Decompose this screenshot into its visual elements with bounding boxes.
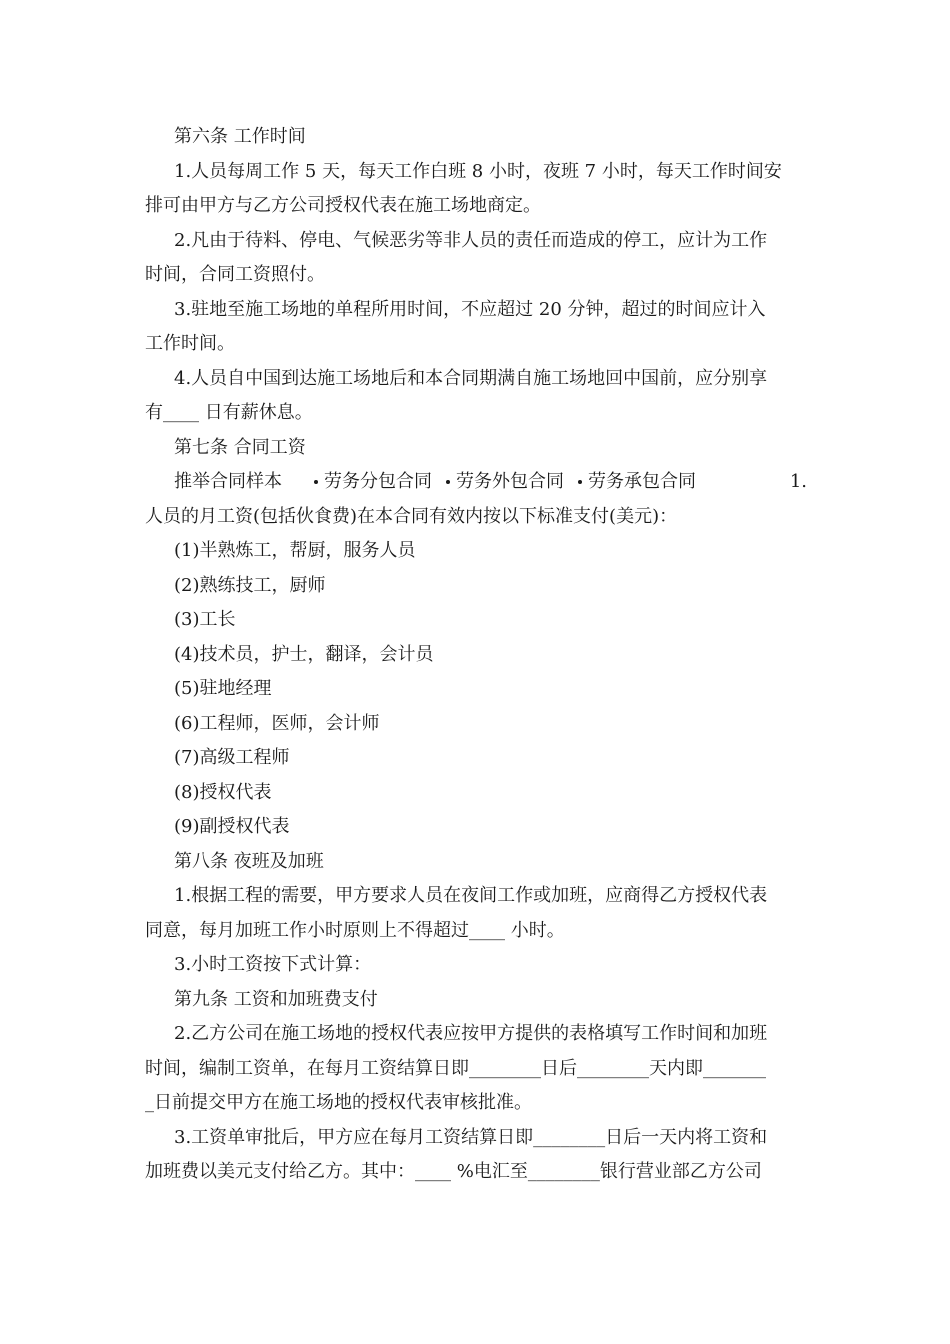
item-number: 1.: [789, 471, 807, 492]
paragraph-line: (1)半熟炼工，帮厨，服务人员: [174, 540, 416, 561]
paragraph-line: 3.小时工资按下式计算：: [174, 954, 372, 975]
paragraph-line: 2.乙方公司在施工场地的授权代表应按甲方提供的表格填写工作时间和加班: [174, 1023, 768, 1044]
paragraph-line: (6)工程师，医师，会计师: [174, 712, 380, 734]
paragraph-line: (5)驻地经理: [174, 678, 272, 699]
paragraph-line: (7)高级工程师: [174, 747, 290, 768]
paragraph-line: (3)工长: [174, 609, 236, 630]
contract-link-labor-outsourcing[interactable]: 劳务外包合同: [446, 465, 564, 500]
paragraph-line: 3.工资单审批后，甲方应在每月工资结算日即________日后一天内将工资和: [174, 1126, 768, 1148]
paragraph-line: 4.人员自中国到达施工场地后和本合同期满自施工场地回中国前，应分别享: [174, 367, 768, 389]
paragraph-line: (9)副授权代表: [174, 816, 290, 837]
bullet-icon: [314, 480, 318, 484]
paragraph-line: 3.驻地至施工场地的单程所用时间，不应超过 20 分钟，超过的时间应计入: [174, 298, 766, 320]
bullet-icon: [446, 480, 450, 484]
paragraph-line: (8)授权代表: [174, 781, 272, 803]
paragraph-line: 加班费以美元支付给乙方。其中：____ %电汇至________银行营业部乙方公司: [145, 1161, 762, 1182]
recommended-contracts-bar: [145, 465, 807, 500]
recommended-label: 推举合同样本: [174, 471, 282, 492]
paragraph-line: 时间，合同工资照付。: [145, 264, 325, 285]
contract-text-block-1: [145, 120, 807, 465]
contract-link-labor-contracting[interactable]: 劳务承包合同: [578, 465, 696, 500]
paragraph-line: 1.根据工程的需要，甲方要求人员在夜间工作或加班，应商得乙方授权代表: [174, 885, 768, 906]
paragraph-line: 工作时间。: [145, 333, 235, 354]
document-page: [145, 120, 807, 1190]
paragraph-line: 第九条 工资和加班费支付: [174, 988, 378, 1010]
paragraph-line: 第七条 合同工资: [174, 436, 306, 458]
paragraph-line: 1.人员每周工作 5 天，每天工作白班 8 小时，夜班 7 小时，每天工作时间安: [174, 160, 782, 182]
paragraph-line: (4)技术员，护士，翻译，会计员: [174, 643, 434, 665]
paragraph-line: 同意，每月加班工作小时原则上不得超过____ 小时。: [145, 919, 565, 941]
bullet-icon: [578, 480, 582, 484]
paragraph-line: 2.凡由于待料、停电、气候恶劣等非人员的责任而造成的停工，应计为工作: [174, 229, 768, 251]
paragraph-line: 时间，编制工资单，在每月工资结算日即________日后________天内即_______: [145, 1057, 766, 1079]
paragraph-line: 第六条 工作时间: [174, 126, 306, 147]
paragraph-line: (2)熟练技工，厨师: [174, 574, 326, 596]
paragraph-line: _日前提交甲方在施工场地的授权代表审核批准。: [145, 1092, 532, 1113]
paragraph-line: 有____ 日有薪休息。: [145, 402, 313, 423]
contract-text-block-2: [145, 500, 807, 1190]
paragraph-line: 排可由甲方与乙方公司授权代表在施工场地商定。: [145, 195, 541, 216]
contract-link-labor-subcontract[interactable]: 劳务分包合同: [314, 465, 432, 500]
paragraph-line: 人员的月工资(包括伙食费)在本合同有效内按以下标准支付(美元)：: [145, 505, 678, 527]
paragraph-line: 第八条 夜班及加班: [174, 850, 324, 872]
